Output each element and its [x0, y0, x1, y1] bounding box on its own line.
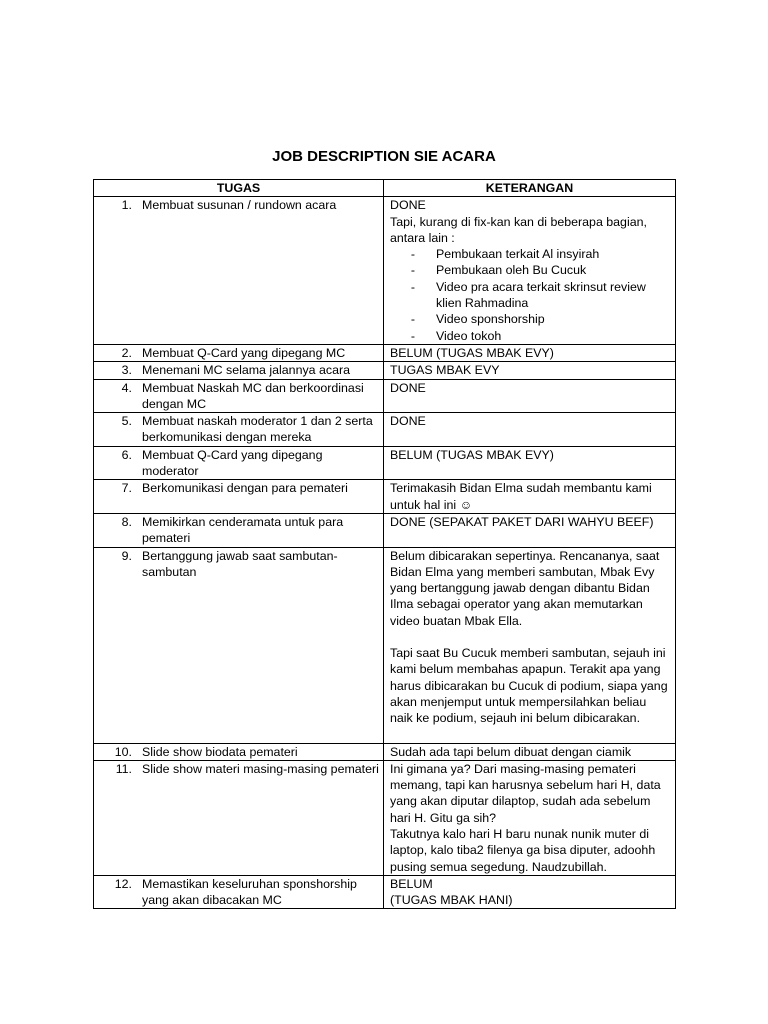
task-text: Membuat Naskah MC dan berkoordinasi dengan MC — [142, 380, 364, 411]
task-item — [100, 514, 379, 547]
bullet-item — [390, 328, 671, 344]
task-cell — [94, 743, 384, 760]
task-text: Memikirkan cenderamata untuk para pemateri — [142, 514, 344, 546]
bullet-item — [390, 262, 671, 278]
task-number: 8. — [121, 514, 132, 529]
keterangan-text: Terimakasih Bidan Elma sudah membantu kami untuk hal ini ☺ — [390, 481, 652, 512]
keterangan-text: Tapi, kurang di fix-kan kan di beberapa bagian, antara lain : — [390, 214, 647, 245]
table-row — [94, 362, 676, 379]
task-item — [100, 413, 379, 446]
task-cell — [94, 413, 384, 447]
task-number: 11. — [115, 761, 132, 776]
task-number: 6. — [121, 447, 132, 462]
task-item — [100, 345, 379, 361]
keterangan-cell — [384, 413, 676, 447]
table-row — [94, 344, 676, 361]
task-text: Membuat susunan / rundown acara — [142, 198, 337, 213]
keterangan-cell — [384, 760, 676, 875]
task-item — [100, 548, 379, 581]
table-header-row — [94, 180, 676, 197]
task-text: Berkomunikasi dengan para pemateri — [142, 481, 348, 496]
bullet-list — [390, 246, 671, 344]
task-item — [100, 744, 379, 760]
task-item — [100, 380, 379, 413]
task-cell — [94, 197, 384, 345]
keterangan-text: (TUGAS MBAK HANI) — [390, 893, 513, 908]
task-number: 1. — [121, 198, 132, 213]
document-title: JOB DESCRIPTION SIE ACARA — [272, 148, 496, 165]
keterangan-text: Tapi saat Bu Cucuk memberi sambutan, sejauh ini kami belum membahas apapun. Terakit apa yang harus dibicarakan bu Cucuk di podium, siapa yang akan menjemput untuk mempersilahkan beliau naik ke podium, sejauh ini belum dibicarakan. — [390, 646, 668, 726]
keterangan-text: TUGAS MBAK EVY — [390, 363, 500, 378]
keterangan-text: Takutnya kalo hari H baru nunak nunik muter di laptop, kalo tiba2 filenya ga bisa diputer, adoohh pusing semua segedung. Naudzubillah. — [390, 826, 656, 874]
keterangan-cell — [384, 379, 676, 413]
blank-line — [390, 629, 671, 645]
table-row — [94, 875, 676, 909]
task-number: 4. — [121, 380, 132, 395]
keterangan-cell — [384, 362, 676, 379]
task-number: 5. — [121, 414, 132, 429]
task-cell — [94, 379, 384, 413]
task-cell — [94, 446, 384, 480]
bullet-text: Pembukaan terkait Al insyirah — [436, 247, 600, 262]
dash-bullet-icon: - — [410, 312, 416, 327]
task-cell — [94, 547, 384, 743]
bullet-item — [390, 279, 671, 312]
task-number: 9. — [121, 548, 132, 563]
table-row — [94, 480, 676, 514]
keterangan-text: Ini gimana ya? Dari masing-masing pemateri memang, tapi kan harusnya sebelum hari H, data yang akan diputar dilaptop, sudah ada sebelum hari H. Gitu ga sih? — [390, 761, 661, 825]
keterangan-cell — [384, 446, 676, 480]
task-item — [100, 761, 379, 777]
task-cell — [94, 760, 384, 875]
task-text: Bertanggung jawab saat sambutan-sambutan — [142, 548, 338, 579]
header-keterangan: KETERANGAN — [384, 180, 676, 197]
header-tugas: TUGAS — [94, 180, 384, 197]
dash-bullet-icon: - — [410, 247, 416, 262]
task-number: 2. — [121, 345, 132, 360]
task-cell — [94, 344, 384, 361]
bullet-text: Pembukaan oleh Bu Cucuk — [436, 263, 587, 278]
keterangan-text: Belum dibicarakan sepertinya. Rencananya, saat Bidan Elma yang memberi sambutan, Mbak Evy yang bertanggung jawab dengan dibantu Bidan Ilma sebagai operator yang akan memutarkan video buatan Mbak Ella. — [390, 548, 660, 628]
bullet-text: Video tokoh — [436, 328, 502, 343]
keterangan-text: BELUM — [390, 876, 433, 891]
job-description-table — [93, 179, 676, 909]
task-item — [100, 447, 379, 480]
task-cell — [94, 480, 384, 514]
task-text: Menemani MC selama jalannya acara — [142, 363, 350, 378]
task-text: Slide show materi masing-masing pemateri — [142, 761, 379, 776]
keterangan-text: BELUM (TUGAS MBAK EVY) — [390, 345, 554, 360]
bullet-text: Video pra acara terkait skrinsut review klien Rahmadina — [436, 279, 646, 311]
task-number: 7. — [121, 481, 132, 496]
table-row — [94, 760, 676, 875]
keterangan-cell — [384, 513, 676, 547]
keterangan-cell — [384, 344, 676, 361]
task-item — [100, 197, 379, 213]
task-number: 12. — [114, 876, 132, 891]
table-row — [94, 513, 676, 547]
keterangan-text: DONE — [390, 198, 426, 213]
task-text: Membuat naskah moderator 1 dan 2 serta berkomunikasi dengan mereka — [142, 414, 373, 445]
keterangan-text: DONE (SEPAKAT PAKET DARI WAHYU BEEF) — [390, 514, 654, 529]
task-cell — [94, 362, 384, 379]
keterangan-cell — [384, 197, 676, 345]
table-row — [94, 547, 676, 743]
keterangan-cell — [384, 547, 676, 743]
task-item — [100, 480, 379, 496]
blank-line — [390, 727, 671, 743]
dash-bullet-icon: - — [410, 328, 416, 343]
keterangan-cell — [384, 480, 676, 514]
table-row — [94, 743, 676, 760]
task-number: 3. — [121, 363, 132, 378]
dash-bullet-icon: - — [410, 279, 416, 294]
keterangan-text: BELUM (TUGAS MBAK EVY) — [390, 447, 554, 462]
keterangan-text: Sudah ada tapi belum dibuat dengan ciamik — [390, 744, 632, 759]
bullet-item — [390, 246, 671, 262]
bullet-text: Video sponshorship — [436, 312, 545, 327]
bullet-item — [390, 311, 671, 327]
keterangan-cell — [384, 743, 676, 760]
table-row — [94, 413, 676, 447]
keterangan-text: DONE — [390, 414, 426, 429]
task-text: Memastikan keseluruhan sponshorship yang akan dibacakan MC — [142, 876, 357, 908]
table-row — [94, 446, 676, 480]
dash-bullet-icon: - — [410, 263, 416, 278]
task-item — [100, 362, 379, 378]
task-text: Membuat Q-Card yang dipegang moderator — [142, 447, 323, 479]
keterangan-cell — [384, 875, 676, 909]
task-item — [100, 876, 379, 909]
task-text: Membuat Q-Card yang dipegang MC — [142, 345, 346, 360]
task-cell — [94, 513, 384, 547]
task-text: Slide show biodata pemateri — [142, 744, 298, 759]
task-number: 10. — [114, 744, 132, 759]
table-row — [94, 379, 676, 413]
table-row — [94, 197, 676, 345]
task-cell — [94, 875, 384, 909]
keterangan-text: DONE — [390, 380, 426, 395]
